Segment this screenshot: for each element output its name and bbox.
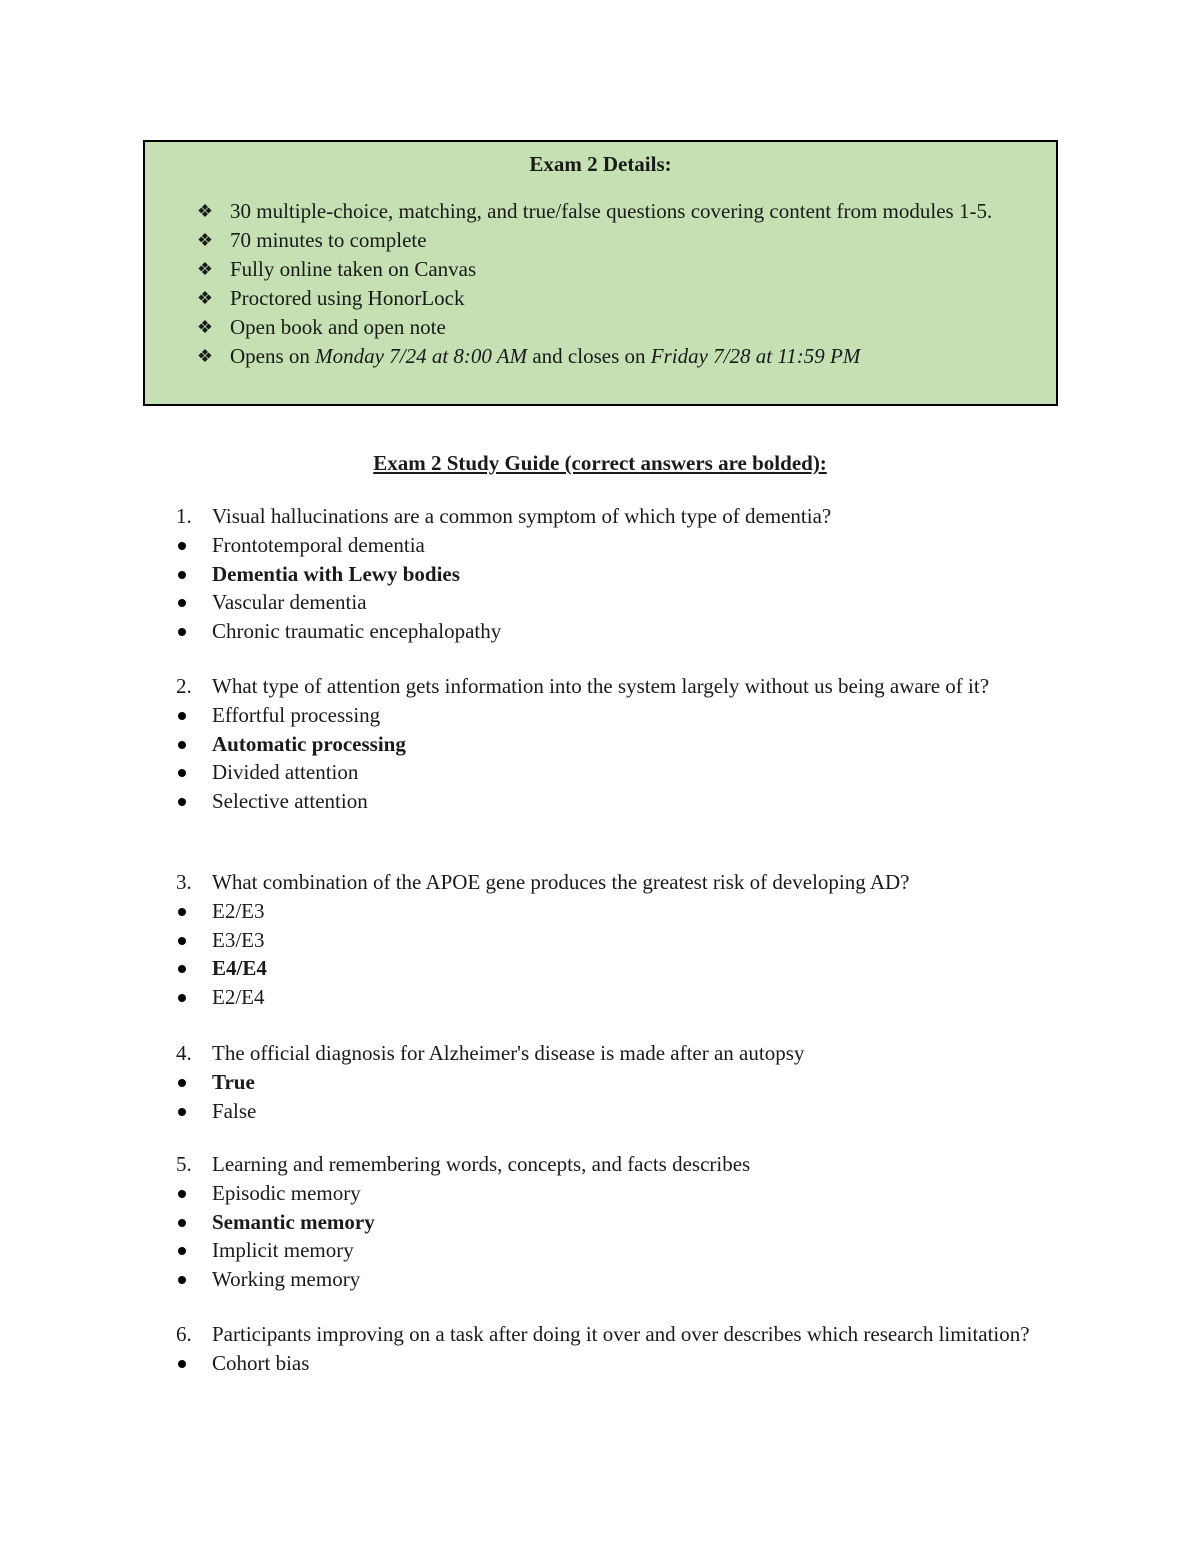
answer-option-text: Vascular dementia (212, 590, 367, 614)
answer-option (170, 531, 1065, 560)
bullet-dot-icon (178, 571, 186, 579)
bullet-dot-icon (178, 1276, 186, 1284)
answer-option-text: False (212, 1098, 257, 1123)
answer-option-text: Frontotemporal dementia (212, 533, 425, 557)
bullet-dot-icon (178, 965, 186, 973)
answer-option (170, 588, 1065, 617)
bullet-dot-icon (178, 1219, 186, 1227)
bullet-dot-icon (178, 1108, 186, 1116)
question-row (170, 503, 1065, 529)
details-item-text: Proctored using HonorLock (230, 286, 465, 310)
question-number: 3. (176, 870, 192, 894)
details-title: Exam 2 Details: (529, 152, 672, 176)
question-block (170, 869, 1065, 1011)
question-text: Participants improving on a task after doing it over and over describes which research limitation? (212, 1322, 1030, 1346)
question-number: 1. (176, 504, 192, 528)
question-block (170, 1040, 1065, 1125)
question-number: 5. (176, 1152, 192, 1176)
four-diamond-bullet-icon: ❖ (196, 201, 214, 221)
bullet-dot-icon (178, 1247, 186, 1255)
answer-option-text: Semantic memory (212, 1209, 375, 1234)
details-item-text: Monday 7/24 at 8:00 AM (315, 344, 528, 368)
question-row (170, 1321, 1065, 1347)
answer-option (170, 1236, 1065, 1265)
answer-option (170, 926, 1065, 955)
bullet-dot-icon (178, 1190, 186, 1198)
answer-option-text: Working memory (212, 1266, 361, 1291)
four-diamond-bullet-icon: ❖ (196, 259, 214, 279)
answer-option (170, 787, 1065, 816)
answer-option-text: Chronic traumatic encephalopathy (212, 618, 502, 643)
answer-option (170, 758, 1065, 787)
question-row (170, 673, 1065, 699)
answer-option (170, 1179, 1065, 1208)
question-row (170, 1040, 1065, 1066)
bullet-dot-icon (178, 712, 186, 720)
question-number: 6. (176, 1322, 192, 1346)
bullet-dot-icon (178, 994, 186, 1002)
question-block (170, 1151, 1065, 1293)
answer-option-correct (170, 954, 1065, 983)
details-item (193, 342, 1040, 371)
question-row (170, 1151, 1065, 1177)
answer-option-text: Implicit memory (212, 1238, 354, 1262)
answer-option (170, 983, 1065, 1012)
answer-option (170, 1097, 1065, 1126)
bullet-dot-icon (178, 798, 186, 806)
four-diamond-bullet-icon: ❖ (196, 346, 214, 366)
answer-option-text: E2/E4 (212, 984, 265, 1009)
bullet-dot-icon (178, 628, 186, 636)
answer-option-correct (170, 1068, 1065, 1097)
answer-option (170, 1349, 1065, 1378)
answer-option (170, 701, 1065, 730)
details-item-text: and closes on (527, 344, 651, 368)
details-item-text: 30 multiple-choice, matching, and true/false questions covering content from modules 1-5. (230, 199, 993, 223)
answer-option (170, 617, 1065, 646)
bullet-dot-icon (178, 769, 186, 777)
question-text: Visual hallucinations are a common symptom of which type of dementia? (212, 504, 832, 528)
answer-option-text: Divided attention (212, 760, 359, 784)
details-item-text: Opens on (230, 344, 316, 368)
details-item (193, 313, 1040, 342)
question-block (170, 503, 1065, 645)
answer-option-correct (170, 730, 1065, 759)
details-item-text: 70 minutes to complete (230, 228, 427, 252)
four-diamond-bullet-icon: ❖ (196, 317, 214, 337)
four-diamond-bullet-icon: ❖ (196, 230, 214, 250)
question-block (170, 673, 1065, 815)
answer-option-text: E2/E3 (212, 899, 265, 923)
details-item (193, 226, 1040, 255)
answer-option-correct (170, 1208, 1065, 1237)
answer-option-text: Episodic memory (212, 1181, 361, 1205)
bullet-dot-icon (178, 599, 186, 607)
bullet-dot-icon (178, 1360, 186, 1368)
answer-option-text: True (212, 1070, 255, 1094)
four-diamond-bullet-icon: ❖ (196, 288, 214, 308)
bullet-dot-icon (178, 937, 186, 945)
answer-option-text: Dementia with Lewy bodies (212, 561, 460, 586)
answer-option (170, 1265, 1065, 1294)
details-list (193, 197, 1040, 371)
details-item-text: Open book and open note (230, 315, 446, 339)
answer-option-text: E3/E3 (212, 927, 265, 952)
details-item (193, 284, 1040, 313)
exam-details-box (143, 140, 1058, 406)
question-text: Learning and remembering words, concepts, and facts describes (212, 1152, 751, 1176)
details-item-text: Friday 7/28 at 11:59 PM (650, 344, 861, 368)
question-text: What combination of the APOE gene produces the greatest risk of developing AD? (212, 870, 910, 894)
question-row (170, 869, 1065, 895)
answer-option-text: E4/E4 (212, 956, 267, 980)
question-text: What type of attention gets information into the system largely without us being aware of it? (212, 674, 990, 698)
question-number: 2. (176, 674, 192, 698)
answer-option-text: Cohort bias (212, 1351, 310, 1375)
answer-option-text: Selective attention (212, 788, 368, 813)
answer-option-text: Effortful processing (212, 703, 381, 727)
details-item (193, 197, 1040, 226)
question-number: 4. (176, 1041, 192, 1065)
bullet-dot-icon (178, 542, 186, 550)
study-guide-title: Exam 2 Study Guide (correct answers are bolded): (373, 451, 827, 475)
bullet-dot-icon (178, 1079, 186, 1087)
bullet-dot-icon (178, 908, 186, 916)
answer-option-text: Automatic processing (212, 731, 406, 756)
question-block (170, 1321, 1065, 1378)
details-item-text: Fully online taken on Canvas (230, 257, 477, 281)
question-text: The official diagnosis for Alzheimer's disease is made after an autopsy (212, 1041, 805, 1065)
answer-option-correct (170, 560, 1065, 589)
bullet-dot-icon (178, 741, 186, 749)
details-item (193, 255, 1040, 284)
answer-option (170, 897, 1065, 926)
